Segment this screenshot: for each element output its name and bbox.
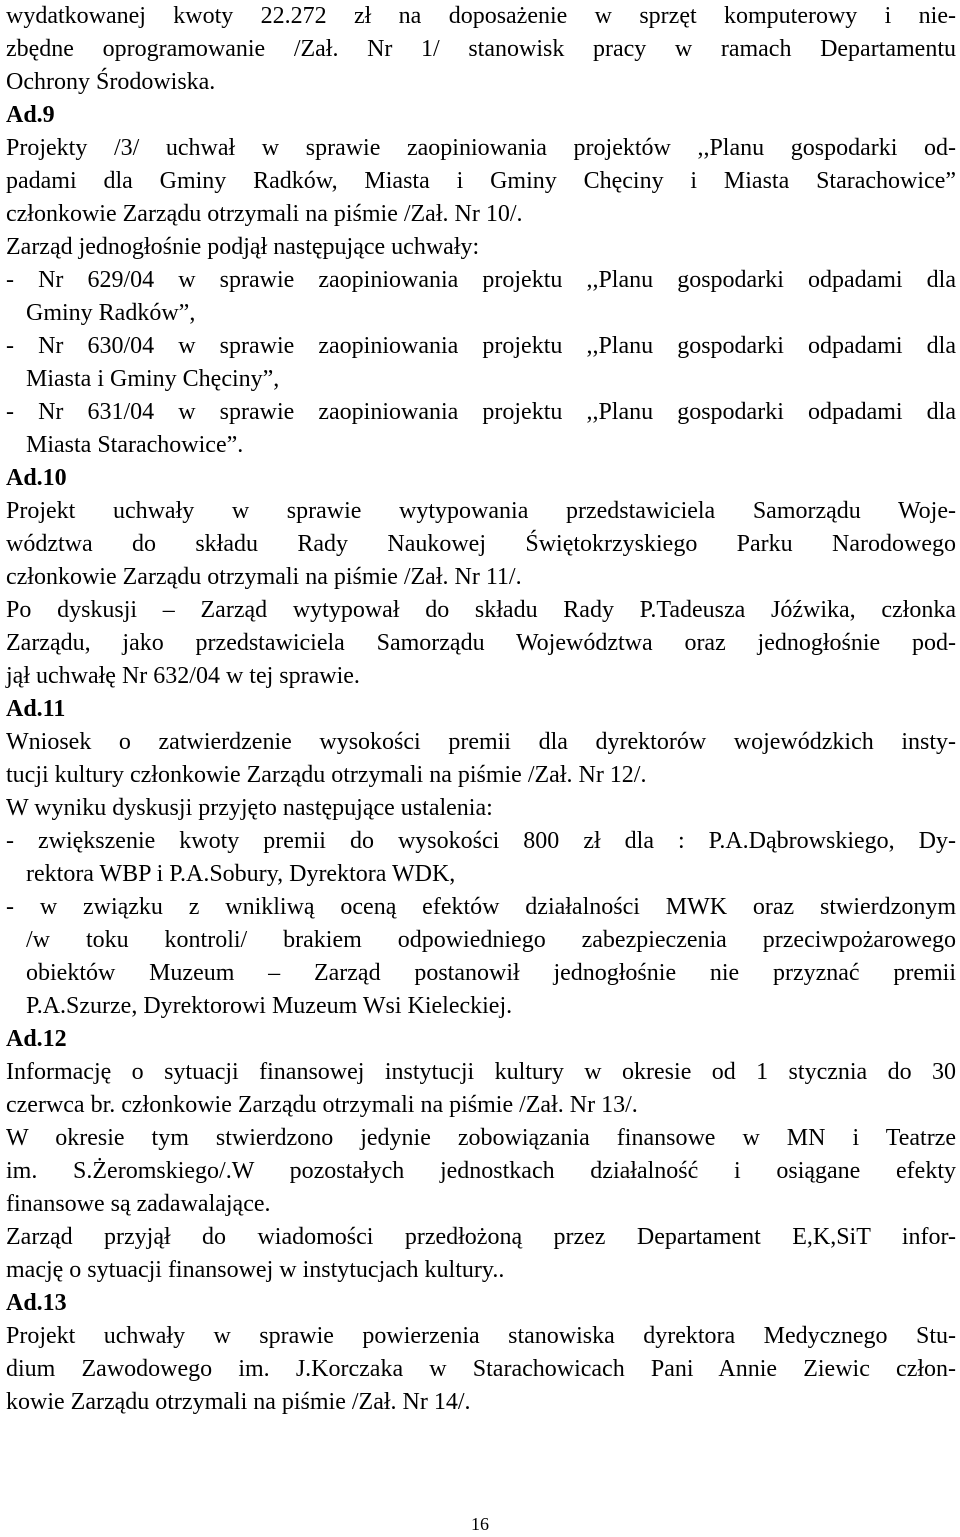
text-line: finansowe są zadawalające. [6,1191,271,1217]
page-number: 16 [471,1514,489,1534]
text-line: kowie Zarządu otrzymali na piśmie /Zał. Nr 14/. [6,1389,471,1415]
list-item-continuation: P.A.Szurze, Dyrektorowi Muzeum Wsi Kieleckiej. [26,993,513,1019]
list-item-continuation: Gminy Radków”, [26,300,196,326]
text-line: Ochrony Środowiska. [6,69,216,95]
text-line: wydatkowanej kwoty 22.272 zł na doposażenie w sprzęt komputerowy i nie- [6,3,956,29]
list-item-continuation: Miasta i Gminy Chęciny”, [26,366,280,392]
list-item-continuation: Miasta Starachowice”. [26,432,244,458]
list-item: - w związku z wnikliwą oceną efektów działalności MWK oraz stwierdzonym [6,894,956,920]
section-heading: Ad.13 [6,1290,67,1316]
text-line: członkowie Zarządu otrzymali na piśmie /Zał. Nr 11/. [6,564,522,590]
text-line: członkowie Zarządu otrzymali na piśmie /Zał. Nr 10/. [6,201,523,227]
text-line: dium Zawodowego im. J.Korczaka w Starachowicach Pani Annie Ziewic człon- [6,1356,956,1382]
text-line: mację o sytuacji finansowej w instytucjach kultury.. [6,1257,505,1283]
text-line: wództwa do składu Rady Naukowej Świętokrzyskiego Parku Narodowego [6,531,956,557]
text-line: tucji kultury członkowie Zarządu otrzymali na piśmie /Zał. Nr 12/. [6,762,647,788]
section-heading: Ad.12 [6,1026,67,1052]
list-item: - Nr 629/04 w sprawie zaopiniowania projektu ,,Planu gospodarki odpadami dla [6,267,956,293]
list-item-continuation: rektora WBP i P.A.Sobury, Dyrektora WDK, [26,861,456,887]
text-line: Projekty /3/ uchwał w sprawie zaopiniowania projektów ,,Planu gospodarki od- [6,135,956,161]
list-item: - Nr 630/04 w sprawie zaopiniowania projektu ,,Planu gospodarki odpadami dla [6,333,956,359]
section-heading: Ad.9 [6,102,55,128]
list-item-continuation: /w toku kontroli/ brakiem odpowiedniego zabezpieczenia przeciwpożarowego [26,927,956,953]
text-line: zbędne oprogramowanie /Zał. Nr 1/ stanowisk pracy w ramach Departamentu [6,36,956,62]
text-line: Zarządu, jako przedstawiciela Samorządu Województwa oraz jednogłośnie pod- [6,630,956,656]
text-line: im. S.Żeromskiego/.W pozostałych jednostkach działalność i osiągane efekty [6,1158,956,1184]
text-line: czerwca br. członkowie Zarządu otrzymali na piśmie /Zał. Nr 13/. [6,1092,638,1118]
list-item-continuation: obiektów Muzeum – Zarząd postanowił jednogłośnie nie przyznać premii [26,960,956,986]
text-line: W okresie tym stwierdzono jedynie zobowiązania finansowe w MN i Teatrze [6,1125,956,1151]
list-item: - zwiększenie kwoty premii do wysokości 800 zł dla : P.A.Dąbrowskiego, Dy- [6,828,956,854]
text-line: Informację o sytuacji finansowej instytucji kultury w okresie od 1 stycznia do 30 [6,1059,956,1085]
text-line: jął uchwałę Nr 632/04 w tej sprawie. [6,663,360,689]
text-line: Projekt uchwały w sprawie powierzenia stanowiska dyrektora Medycznego Stu- [6,1323,956,1349]
list-item: - Nr 631/04 w sprawie zaopiniowania projektu ,,Planu gospodarki odpadami dla [6,399,956,425]
text-line: Zarząd jednogłośnie podjął następujące uchwały: [6,234,480,260]
text-line: padami dla Gminy Radków, Miasta i Gminy Chęciny i Miasta Starachowice” [6,168,956,194]
section-heading: Ad.11 [6,696,66,722]
text-line: Wniosek o zatwierdzenie wysokości premii dla dyrektorów wojewódzkich insty- [6,729,956,755]
text-line: Po dyskusji – Zarząd wytypował do składu Rady P.Tadeusza Jóźwika, członka [6,597,956,623]
section-heading: Ad.10 [6,465,67,491]
text-line: W wyniku dyskusji przyjęto następujące ustalenia: [6,795,493,821]
text-line: Zarząd przyjął do wiadomości przedłożoną przez Departament E,K,SiT infor- [6,1224,956,1250]
text-line: Projekt uchwały w sprawie wytypowania przedstawiciela Samorządu Woje- [6,498,956,524]
